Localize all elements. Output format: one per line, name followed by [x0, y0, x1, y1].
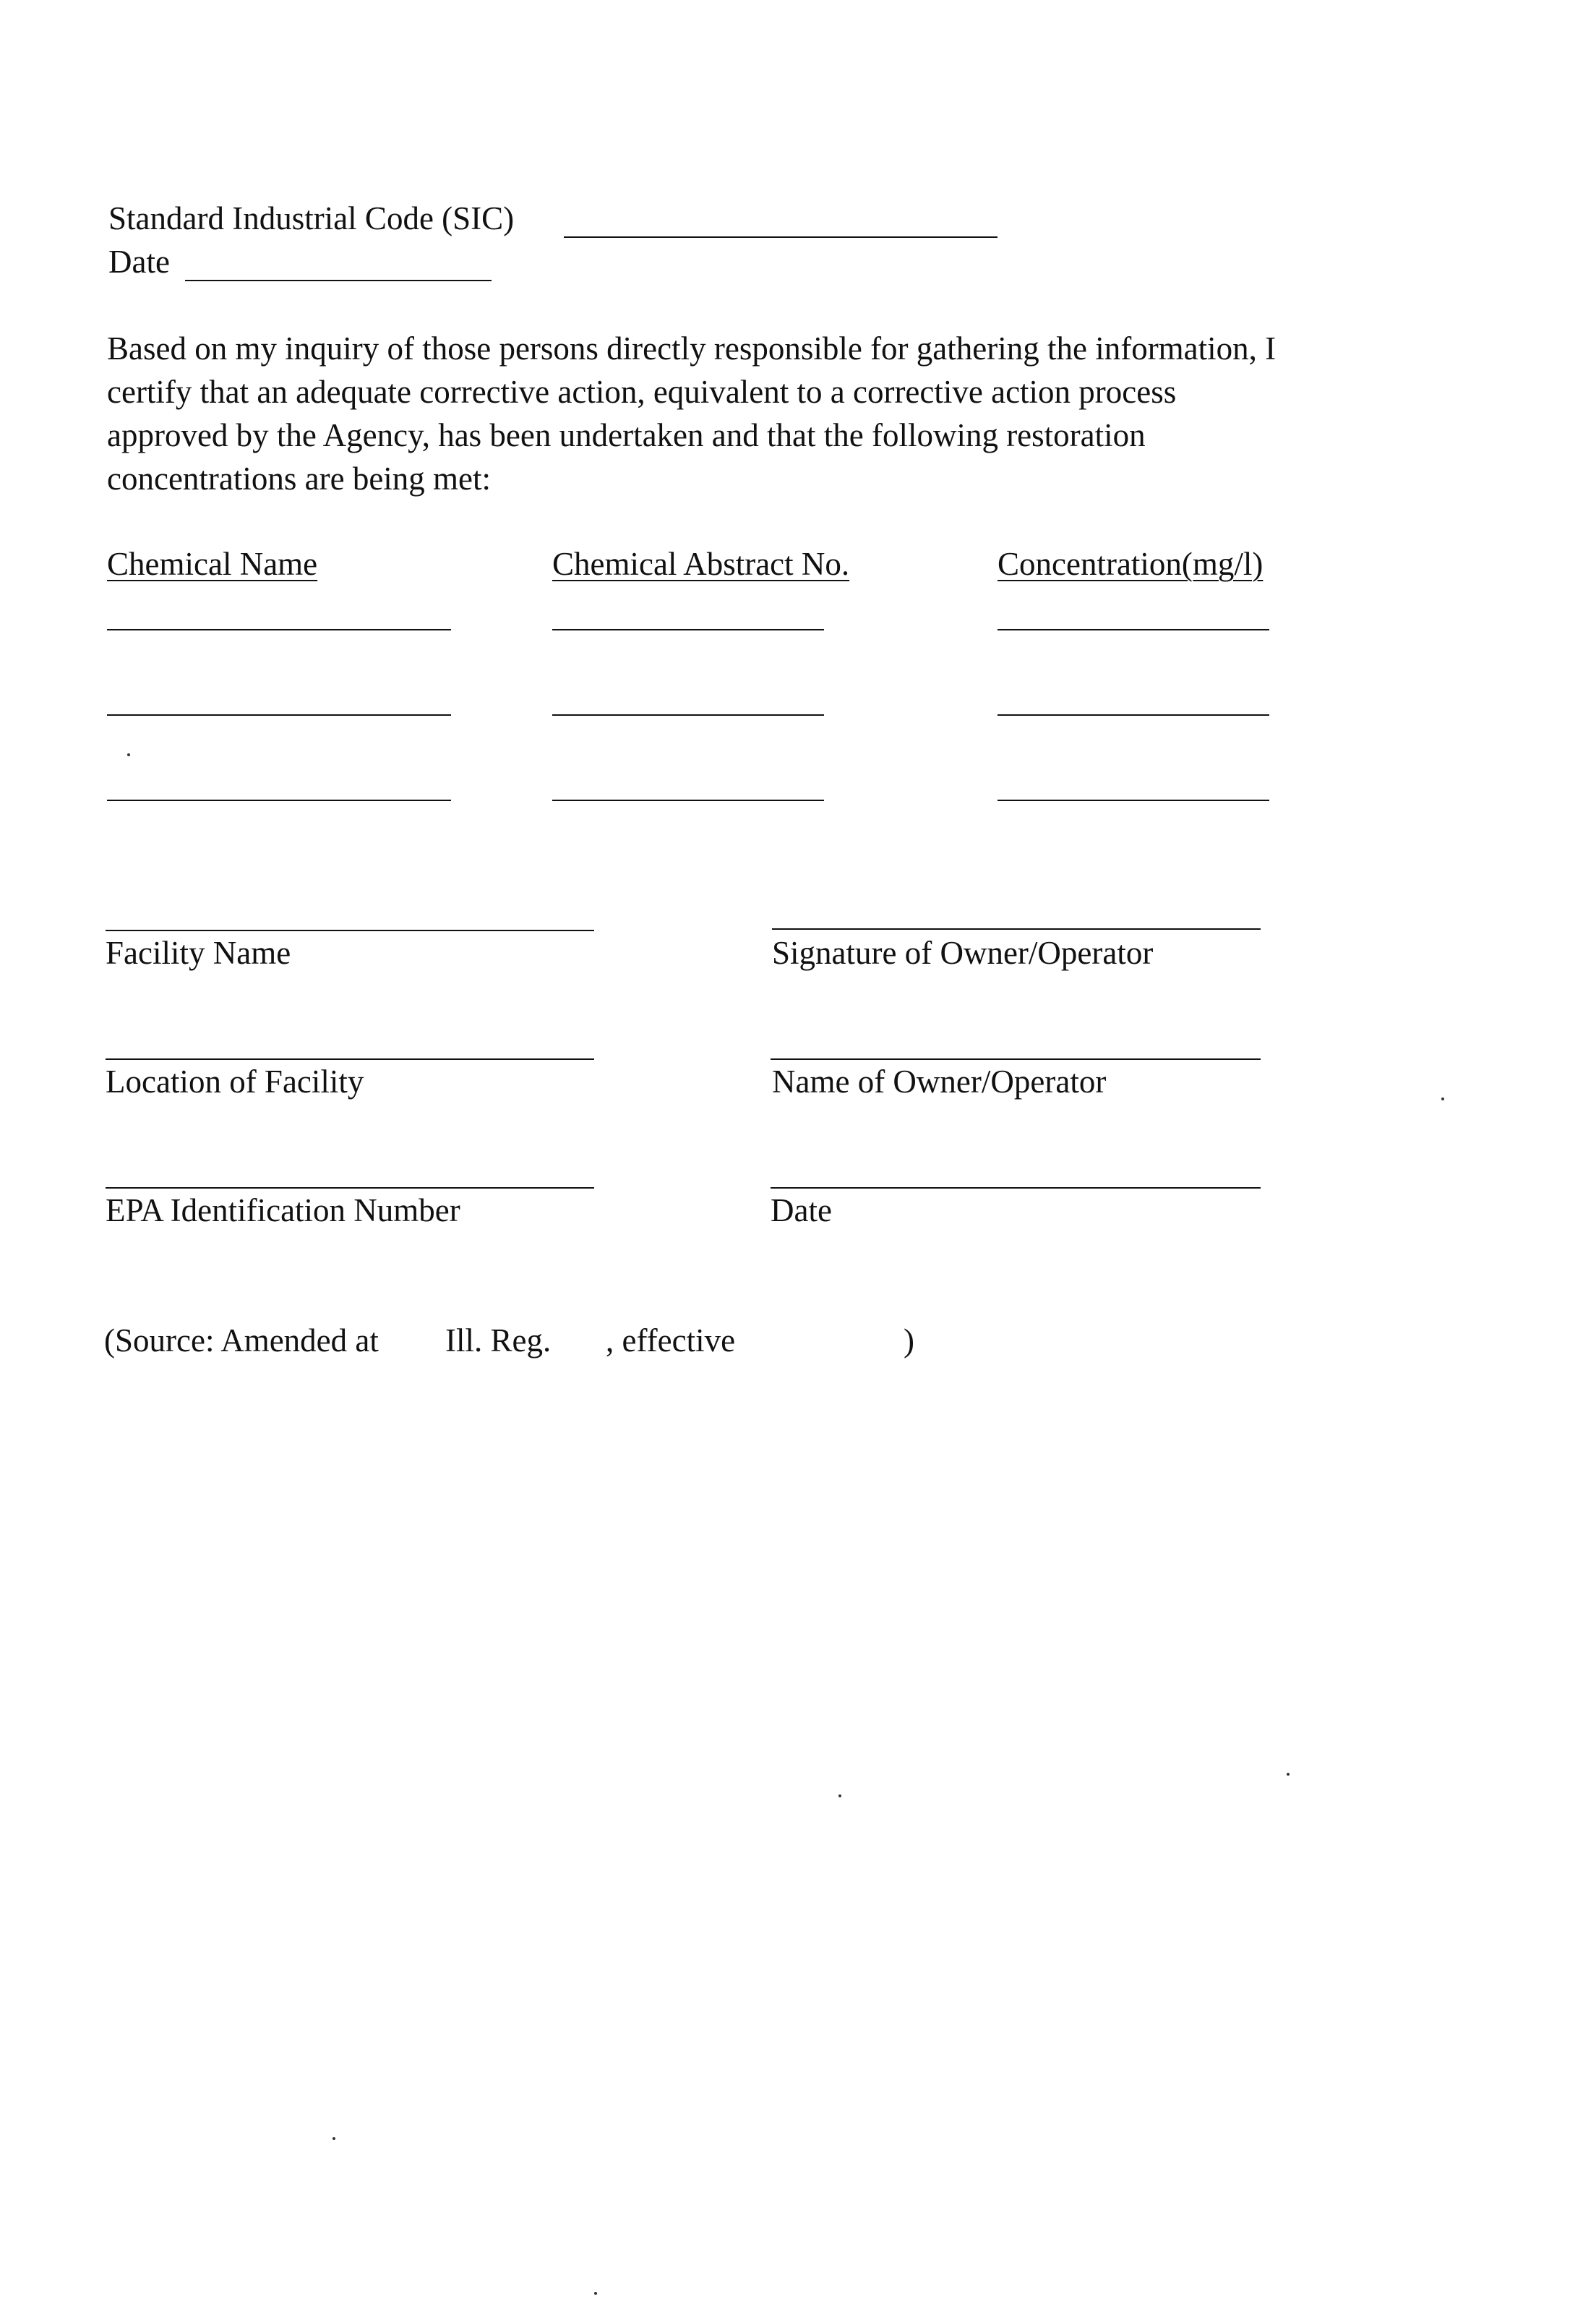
sic-label: Standard Industrial Code (SIC)	[108, 200, 515, 236]
date-label: Date	[108, 244, 170, 280]
chemical-name-header: Chemical Name	[107, 546, 318, 582]
epa-id-label: EPA Identification Number	[106, 1192, 460, 1228]
sic-input-line[interactable]	[564, 236, 998, 238]
chemical-abstract-blank[interactable]	[552, 629, 824, 630]
scan-speck	[127, 753, 130, 756]
source-effective: , effective	[606, 1322, 736, 1358]
name-owner-label: Name of Owner/Operator	[772, 1064, 1107, 1100]
source-ill-reg: Ill. Reg.	[445, 1322, 552, 1358]
concentration-blank[interactable]	[998, 629, 1269, 630]
date-signature-line[interactable]	[771, 1187, 1261, 1189]
chemical-abstract-blank[interactable]	[552, 714, 824, 716]
chemical-name-blank[interactable]	[107, 629, 451, 630]
chemical-name-blank[interactable]	[107, 714, 451, 716]
location-label: Location of Facility	[106, 1064, 364, 1100]
scan-speck	[594, 2292, 597, 2295]
facility-name-label: Facility Name	[106, 935, 291, 971]
scan-speck	[1287, 1773, 1290, 1776]
location-line[interactable]	[106, 1058, 594, 1060]
signature-owner-line[interactable]	[772, 928, 1261, 930]
source-close: )	[904, 1322, 914, 1358]
chemical-name-blank[interactable]	[107, 800, 451, 801]
certification-paragraph	[107, 327, 1524, 500]
scan-speck	[838, 1794, 841, 1797]
chemical-abstract-header: Chemical Abstract No.	[552, 546, 850, 582]
scan-speck	[1441, 1097, 1444, 1100]
certification-line: certify that an adequate corrective action, equivalent to a corrective action process	[107, 374, 1177, 410]
signature-owner-label: Signature of Owner/Operator	[772, 935, 1154, 971]
chemical-abstract-blank[interactable]	[552, 800, 824, 801]
concentration-header: Concentration(mg/l)	[998, 546, 1264, 582]
concentration-blank[interactable]	[998, 800, 1269, 801]
certification-line: approved by the Agency, has been undertaken and that the following restoration	[107, 417, 1146, 453]
certification-line: concentrations are being met:	[107, 461, 492, 497]
date-input-line[interactable]	[185, 280, 492, 281]
name-owner-line[interactable]	[771, 1058, 1261, 1060]
scan-speck	[332, 2137, 335, 2140]
certification-line: Based on my inquiry of those persons directly responsible for gathering the information, I	[107, 330, 1277, 367]
epa-id-line[interactable]	[106, 1187, 594, 1189]
facility-name-line[interactable]	[106, 930, 594, 931]
date-signature-label: Date	[771, 1192, 832, 1228]
concentration-blank[interactable]	[998, 714, 1269, 716]
source-prefix: (Source: Amended at	[104, 1322, 379, 1358]
